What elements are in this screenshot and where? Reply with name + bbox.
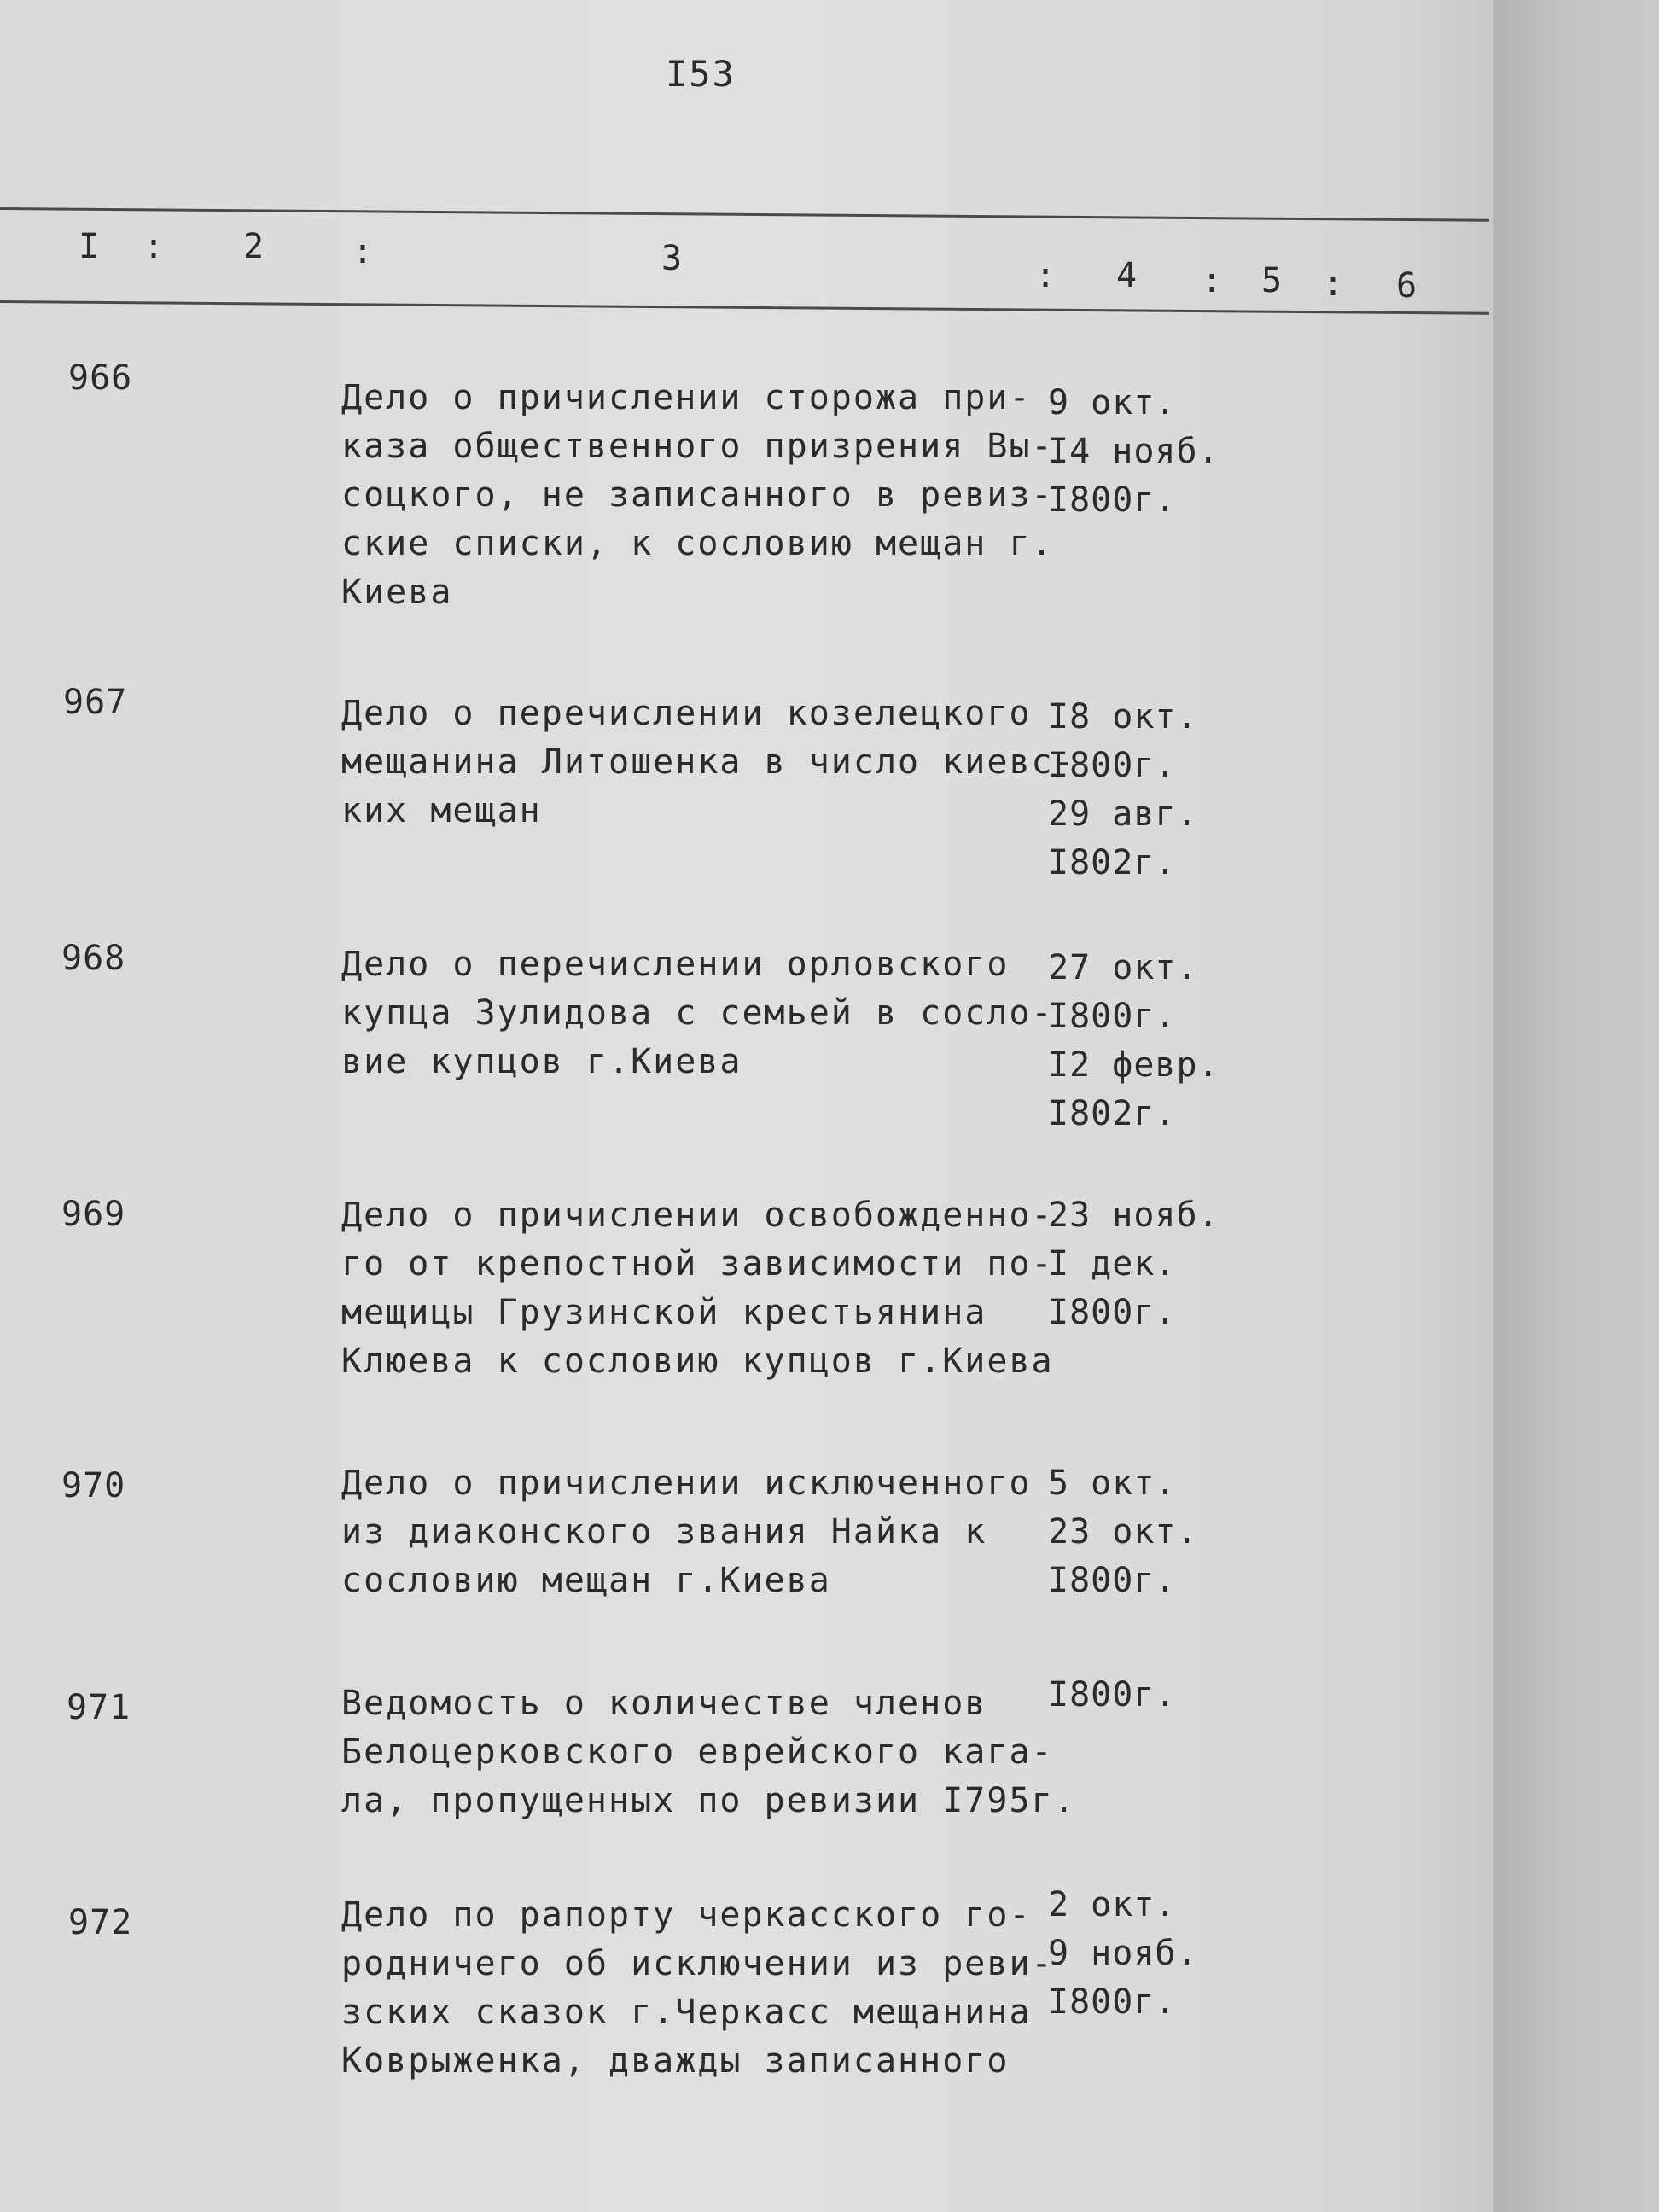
description-line: Дело о причислении исключенного [341,1464,1032,1503]
header-top-rule [0,207,1489,222]
date-line: I802г. [1048,1094,1177,1133]
entry-description [341,1679,1076,1825]
description-line: Дело о перечислении козелецкого [341,694,1032,733]
entry-dates [1048,1191,1253,1337]
description-line: из диаконского звания Найка к [341,1512,987,1551]
description-line: родничего об исключении из реви- [341,1944,1054,1983]
description-line: Коврыженка, дважды записанного [341,2041,1010,2081]
entry-description [341,1459,1032,1605]
entry-description [341,940,1054,1086]
entry-dates [1048,379,1253,525]
description-line: Дело о перечислении орловского [341,945,1010,984]
description-line: ские списки, к сословию мещан г. [341,524,1054,563]
description-line: Дело по рапорту черкасского го- [341,1895,1032,1935]
description-line: Киева [341,573,453,612]
description-line: ла, пропущенных по ревизии I795г. [341,1781,1076,1820]
description-line: Белоцерковского еврейского кага- [341,1732,1054,1772]
entry-number: 970 [61,1466,126,1505]
description-line: Клюева к сословию купцов г.Киева [341,1342,1054,1381]
description-line: сословию мещан г.Киева [341,1561,831,1600]
column-separator: : [352,232,374,271]
column-header-5: 5 [1261,261,1283,300]
date-line: I802г. [1048,843,1177,882]
column-header-1: I [79,227,100,266]
description-line: Дело о причислении сторожа при- [341,378,1032,417]
entry-description [341,690,1076,835]
column-header-6: 6 [1396,266,1417,306]
description-line: вие купцов г.Киева [341,1042,742,1081]
date-line: 23 нояб. [1048,1196,1220,1235]
description-line: мещицы Грузинской крестьянина [341,1293,987,1332]
entry-dates [1048,693,1253,888]
entry-dates [1048,1459,1253,1605]
date-line: I800г. [1048,1982,1177,2022]
entry-dates [1048,944,1253,1138]
page-number: I53 [666,53,736,95]
description-line: ких мещан [341,791,542,830]
date-line: I4 нояб. [1048,432,1220,471]
column-separator: : [1202,261,1223,300]
column-header-3: 3 [661,239,683,278]
date-line: I2 февр. [1048,1045,1220,1085]
description-line: соцкого, не записанного в ревиз- [341,475,1054,515]
date-line: I800г. [1048,1293,1177,1332]
date-line: I800г. [1048,480,1177,520]
date-line: 29 авг. [1048,795,1198,834]
description-line: Ведомость о количестве членов [341,1684,987,1723]
entry-dates [1048,1881,1253,2027]
description-line: купца Зулидова с семьей в сосло- [341,993,1054,1033]
description-line: Дело о причислении освобожденно- [341,1196,1054,1235]
column-separator: : [1035,256,1057,295]
entry-dates [1048,1671,1253,1720]
date-line: 9 нояб. [1048,1934,1198,1973]
date-line: I800г. [1048,746,1177,785]
entry-description [341,374,1054,617]
column-header-2: 2 [243,227,265,266]
entry-number: 969 [61,1195,126,1234]
entry-number: 971 [67,1688,131,1727]
entry-number: 972 [68,1903,133,1942]
entry-description [341,1191,1054,1386]
date-line: 27 окт. [1048,948,1198,987]
description-line: зских сказок г.Черкасс мещанина [341,1993,1032,2032]
entry-description [341,1891,1054,2086]
entry-number: 966 [68,358,133,398]
column-header-4: 4 [1116,256,1138,295]
description-line: го от крепостной зависимости по- [341,1244,1054,1284]
entry-number: 968 [61,939,126,978]
header-bottom-rule [0,300,1489,315]
entry-number: 967 [63,683,128,722]
date-line: 9 окт. [1048,383,1177,422]
description-line: каза общественного призрения Вы- [341,427,1054,466]
date-line: 23 окт. [1048,1512,1198,1551]
date-line: 5 окт. [1048,1464,1177,1503]
description-line: мещанина Литошенка в число киевс- [341,742,1076,782]
date-line: I800г. [1048,997,1177,1036]
date-line: I800г. [1048,1675,1177,1714]
column-separator: : [1323,265,1344,304]
date-line: 2 окт. [1048,1885,1177,1924]
column-separator: : [143,227,165,266]
date-line: I8 окт. [1048,697,1198,736]
background-surface [1493,0,1659,2212]
date-line: I дек. [1048,1244,1177,1284]
date-line: I800г. [1048,1561,1177,1600]
